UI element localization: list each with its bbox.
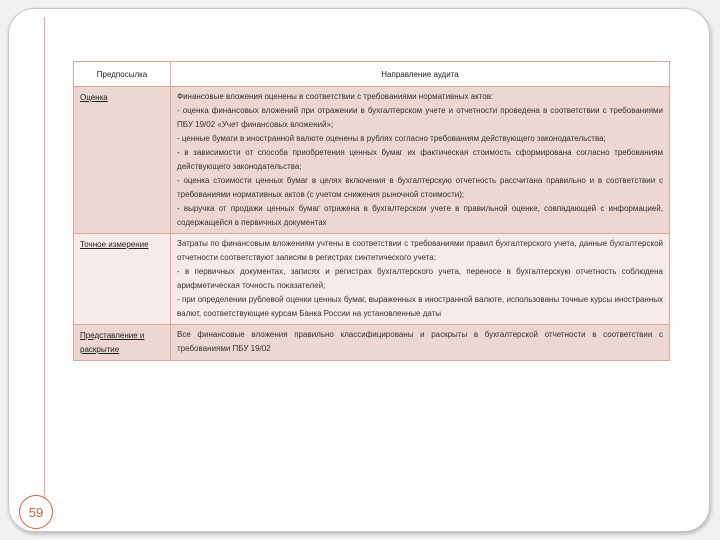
audit-table <box>73 61 670 361</box>
text-line: - при определении рублевой оценки ценных бумаг, выраженных в иностранной валюте, использованы точные курсы иностранных валют, соответствующие курсам Банка России на установленные даты <box>177 295 663 318</box>
table-row <box>74 234 670 325</box>
table-row <box>74 325 670 361</box>
text-line: - оценка финансовых вложений при отражении в бухгалтерском учете и отчетности проведена в соответствии с требованиями ПБУ 19/02 «Учет финансовых вложений»; <box>177 106 663 129</box>
premise-cell: Точное измерение <box>74 234 171 325</box>
text-line: - в первичных документах, записях и регистрах бухгалтерского учета, переносе в бухгалтерскую отчетность соблюдена арифметическая точность показателей; <box>177 267 663 290</box>
header-audit-direction: Направление аудита <box>171 62 670 87</box>
audit-direction-cell <box>171 87 670 234</box>
text-line: - ценные бумаги в иностранной валюте оценены в рублях согласно требованиям действующего законодательства; <box>177 134 606 143</box>
table-row <box>74 87 670 234</box>
audit-direction-cell <box>171 234 670 325</box>
text-line: Финансовые вложения оценены в соответствии с требованиями нормативных актов: <box>177 92 494 101</box>
decorative-rule <box>44 17 45 497</box>
text-line: Затраты по финансовым вложениям учтены в соответствии с требованиями правил бухгалтерского учета, данные бухгалтерской отчетности соответствуют записям в регистрах синтетического учета: <box>177 239 663 262</box>
text-line: - выручка от продажи ценных бумаг отражена в бухгалтерском учете в правильной оценке, совпадающей с информацией, содержащейся в первичных документах <box>177 204 663 227</box>
table-header-row <box>74 62 670 87</box>
premise-cell: Оценка <box>74 87 171 234</box>
premise-cell: Представление и раскрытие <box>74 325 171 361</box>
text-line: - оценка стоимости ценных бумаг в целях включения в бухгалтерскую отчетность рассчитана правильно и в соответствии с требованиями нормативных актов (с учетом снижения рыночной стоимости); <box>177 176 663 199</box>
text-line: - в зависимости от способа приобретения ценных бумаг их фактическая стоимость сформирована согласно требованиям действующего законодательства; <box>177 148 663 171</box>
slide <box>8 8 710 532</box>
text-line: Все финансовые вложения правильно классифицированы и раскрыты в бухгалтерской отчетности в соответствии с требованиями ПБУ 19/02 <box>177 330 663 353</box>
audit-direction-cell <box>171 325 670 361</box>
page-number: 59 <box>19 495 53 529</box>
header-premise: Предпосылка <box>74 62 171 87</box>
